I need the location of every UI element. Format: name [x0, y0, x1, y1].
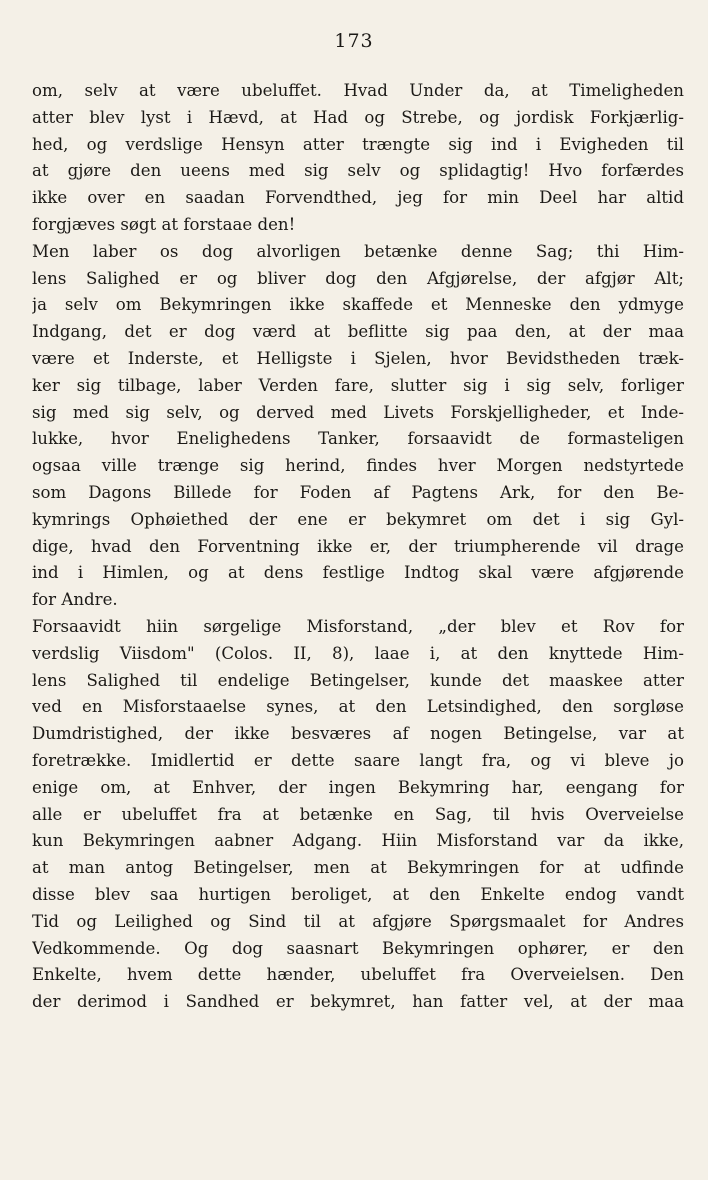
text-line: om, selv at være ubeluffet. Hvad Under da, at Timeligheden [32, 81, 684, 100]
text-line: alle er ubeluffet fra at betænke en Sag, til hvis Overveielse [32, 804, 684, 824]
text-line: ker sig tilbage, laber Verden fare, slutter sig i sig selv, forliger [32, 375, 684, 395]
text-line: ogsaa ville trænge sig herind, findes hver Morgen nedstyrtede [32, 456, 684, 476]
text-line: for Andre. [32, 590, 118, 610]
text-line: som Dagons Billede for Foden af Pagtens Ark, for den Be- [32, 482, 684, 502]
text-line: enige om, at Enhver, der ingen Bekymring har, eengang for [32, 777, 684, 797]
text-line: ind i Himlen, og at dens festlige Indtog skal være afgjørende [32, 563, 684, 583]
text-line: Dumdristighed, der ikke besværes af nogen Betingelse, var at [32, 724, 684, 744]
text-line: der derimod i Sandhed er bekymret, han fatter vel, at der maa [32, 992, 684, 1012]
text-line: disse blev saa hurtigen beroliget, at den Enkelte endog vandt [32, 884, 684, 904]
text-line: ja selv om Bekymringen ikke skaffede et Menneske den ydmyge [32, 295, 684, 315]
text-line: Enkelte, hvem dette hænder, ubeluffet fra Overveielsen. Den [32, 965, 684, 985]
text-line: kymrings Ophøiethed der ene er bekymret om det i sig Gyl- [32, 509, 684, 529]
body-text [32, 78, 684, 1016]
text-line: Forsaavidt hiin sørgelige Misforstand, „der blev et Rov for [32, 616, 684, 636]
text-line: at man antog Betingelser, men at Bekymringen for at udfinde [32, 858, 684, 878]
text-line: være et Inderste, et Helligste i Sjelen, hvor Bevidstheden træk- [32, 348, 684, 368]
text-line: Vedkommende. Og dog saasnart Bekymringen ophører, er den [32, 938, 684, 958]
text-line: atter blev lyst i Hævd, at Had og Strebe, og jordisk Forkjærlig- [32, 107, 684, 127]
text-line: Tid og Leilighed og Sind til at afgjøre Spørgsmaalet for Andres [32, 911, 684, 931]
text-line: sig med sig selv, og derved med Livets Forskjelligheder, et Inde- [32, 402, 684, 422]
text-line: hed, og verdslige Hensyn atter trængte sig ind i Evigheden til [32, 134, 684, 154]
text-line: ved en Misforstaaelse synes, at den Letsindighed, den sorgløse [32, 697, 684, 717]
page-number: 173 [334, 30, 374, 52]
text-line: foretrække. Imidlertid er dette saare langt fra, og vi bleve jo [32, 750, 684, 770]
text-line: dige, hvad den Forventning ikke er, der triumpherende vil drage [32, 536, 684, 556]
text-line: at gjøre den ueens med sig selv og splidagtig! Hvo forfærdes [32, 161, 684, 181]
text-line: verdslig Viisdom" (Colos. II, 8), laae i, at den knyttede Him- [32, 643, 684, 663]
text-line: Indgang, det er dog værd at beflitte sig paa den, at der maa [32, 322, 684, 342]
text-line: kun Bekymringen aabner Adgang. Hiin Misforstand var da ikke, [32, 831, 684, 851]
text-line: lens Salighed til endelige Betingelser, kunde det maaskee atter [32, 670, 684, 690]
text-line: forgjæves søgt at forstaae den! [32, 214, 296, 234]
text-line: Men laber os dog alvorligen betænke denne Sag; thi Him- [32, 241, 684, 261]
text-line: lens Salighed er og bliver dog den Afgjørelse, der afgjør Alt; [32, 268, 684, 288]
text-line: lukke, hvor Enelighedens Tanker, forsaavidt de formasteligen [32, 429, 684, 449]
text-line: ikke over en saadan Forvendthed, jeg for min Deel har altid [32, 188, 684, 208]
